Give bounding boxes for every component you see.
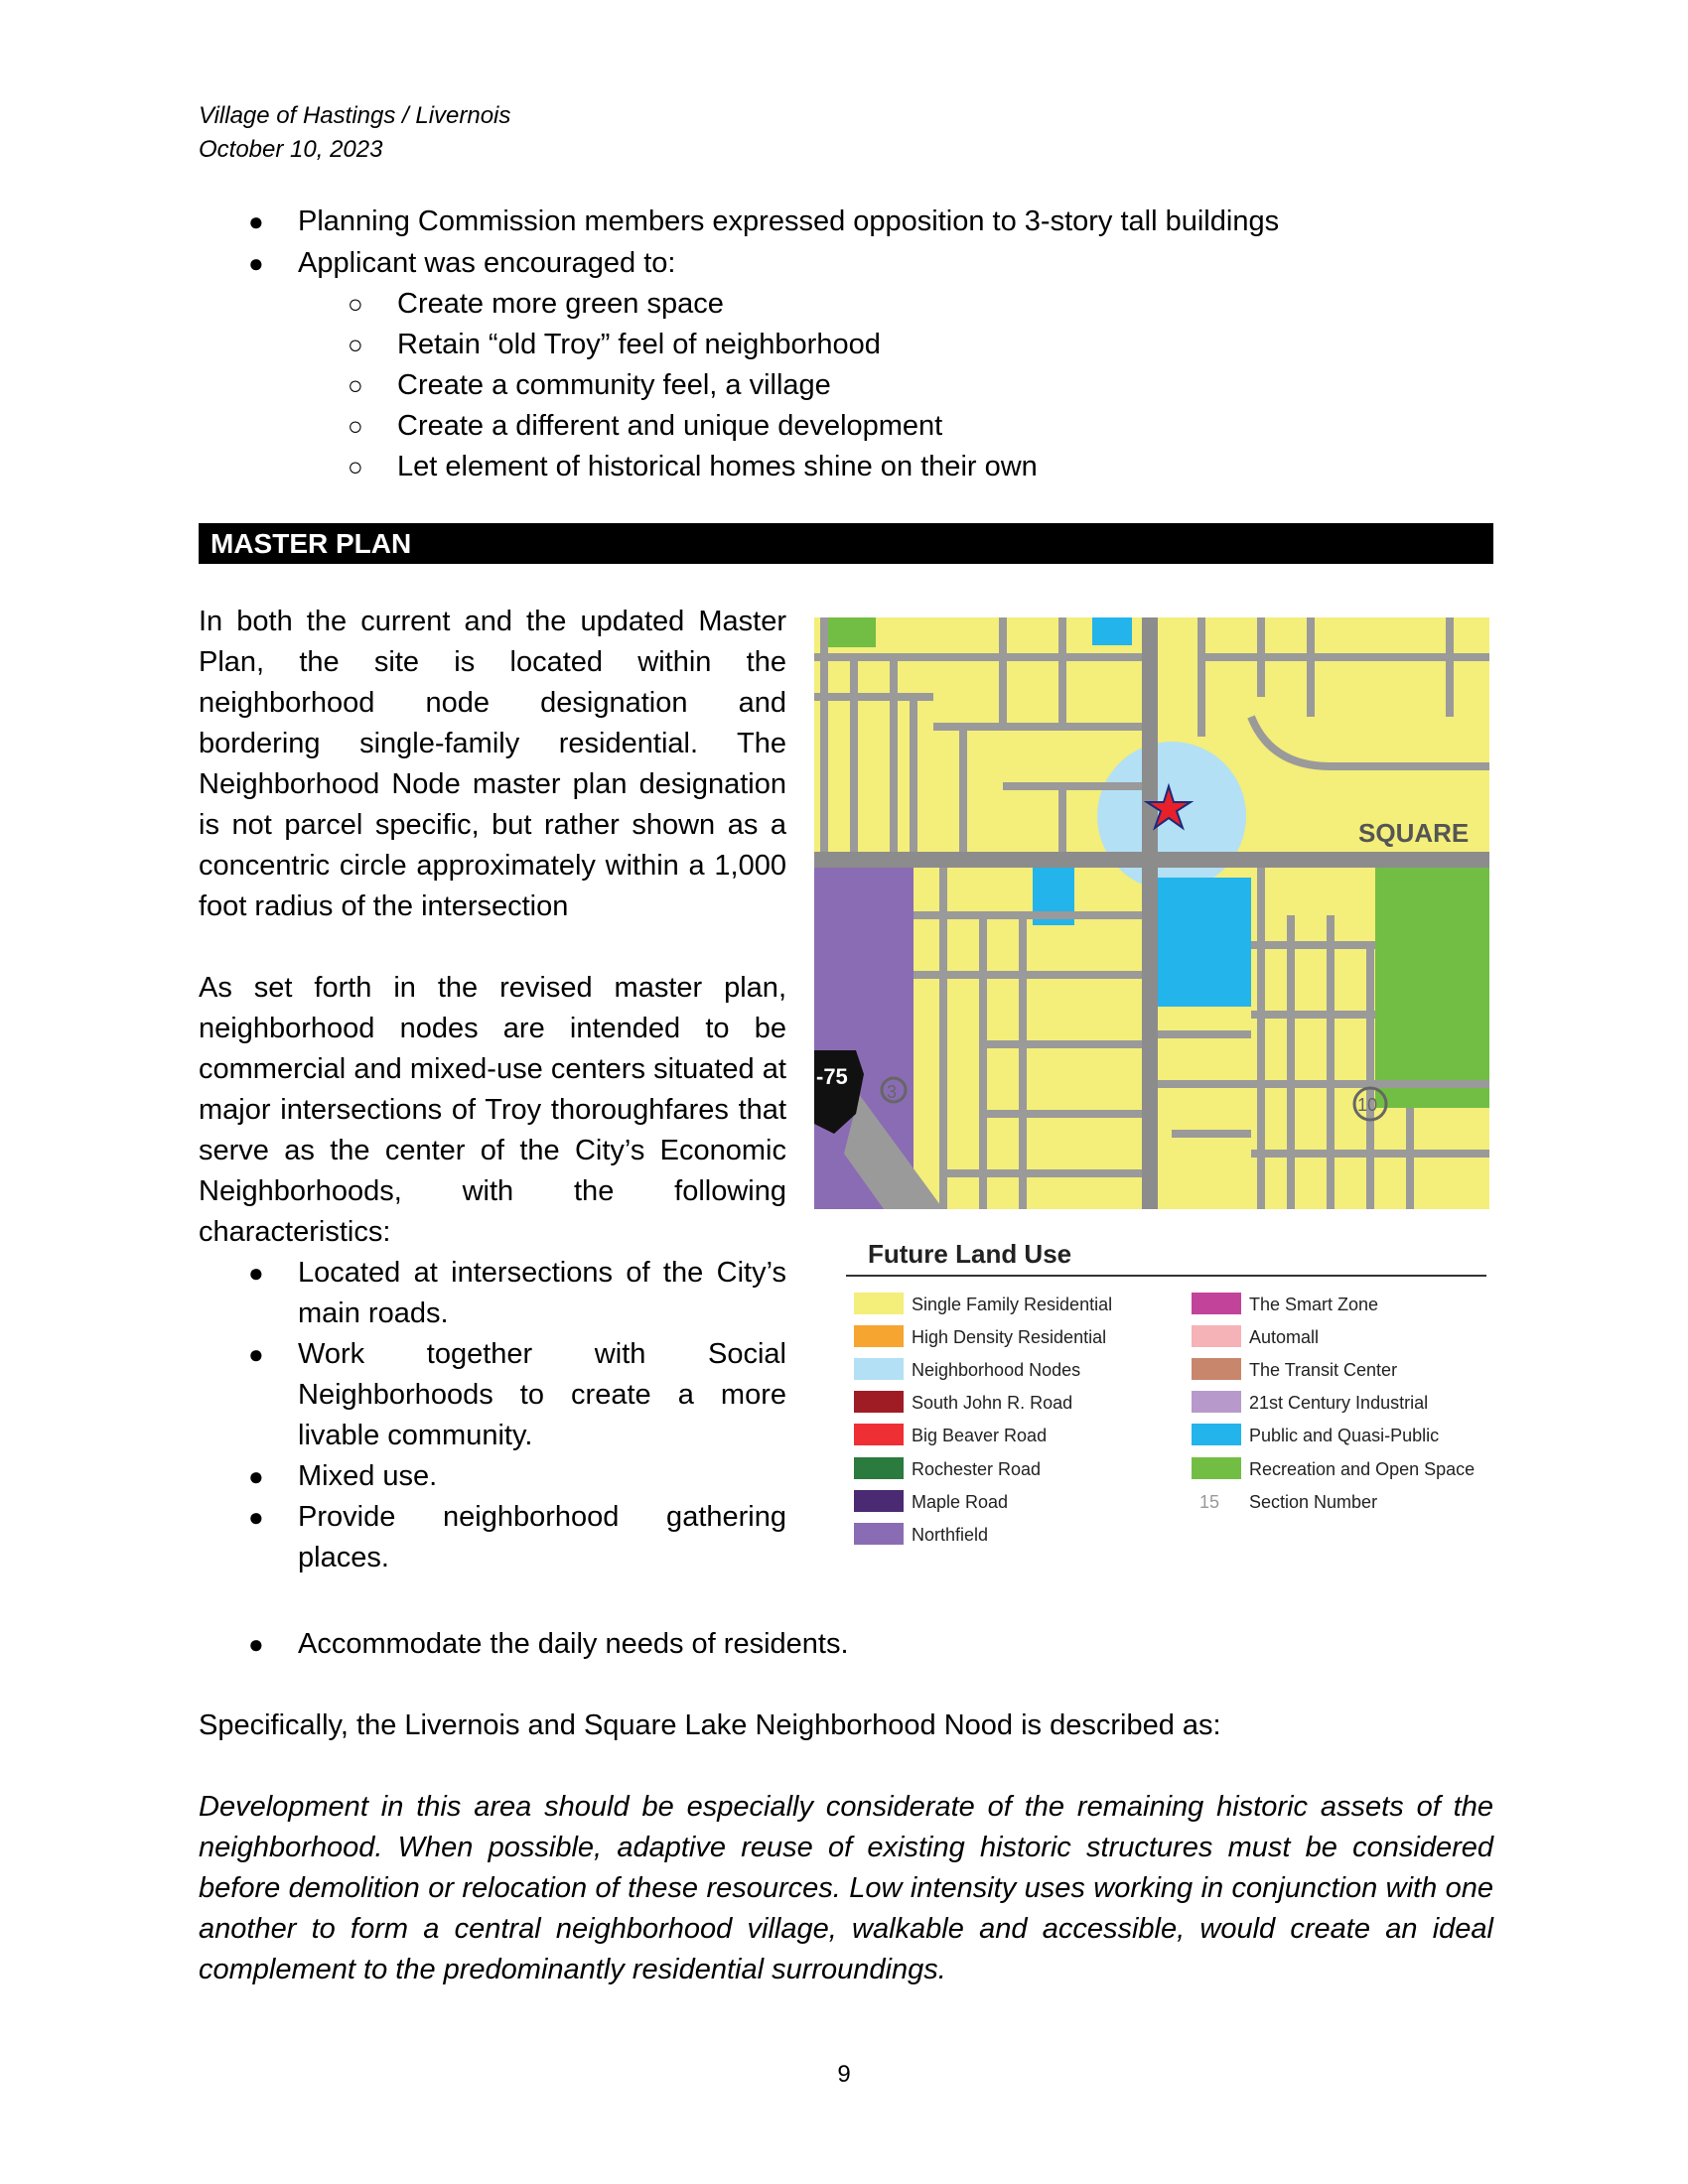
- sub-list-item: ○ Create more green space: [199, 284, 1489, 325]
- header-date: October 10, 2023: [199, 136, 383, 163]
- sub-list-item: ○ Let element of historical homes shine on their own: [199, 447, 1489, 487]
- map-legend: Future Land Use Single Family Residential High Density Residential Neighborhood Nodes South John R. Road Big Beaver Road Rochester Road Maple Road Northfield The Smart Zone Automall The Transit Center 21st Century Industrial Public and Quasi-Public Recreation and Open Space 15 Section Number: [846, 1239, 1486, 1557]
- circle-bullet-icon: ○: [348, 370, 363, 400]
- paragraph: As set forth in the revised master plan, neighborhood nodes are intended to be commercial and mixed-use centers situated at major intersections of Troy thoroughfares that serve as the center of the City’s Economic Neighborhoods, with the following characteristics:: [199, 972, 786, 1248]
- list-item: ● Located at intersections of the City’s main roads.: [199, 1253, 786, 1334]
- page-header: [199, 99, 510, 167]
- bullet-icon: ●: [248, 248, 264, 278]
- bullet-icon: ●: [248, 1339, 264, 1369]
- legend-swatch: [854, 1358, 904, 1380]
- list-item: ● Planning Commission members expressed opposition to 3-story tall buildings: [199, 201, 1489, 242]
- legend-swatch: [854, 1325, 904, 1347]
- legend-swatch: [1192, 1424, 1241, 1445]
- divider: [846, 1275, 1486, 1277]
- list-item: ● Work together with Social Neighborhoods to create a more livable community.: [199, 1334, 786, 1456]
- page-number: 9: [837, 2061, 851, 2088]
- legend-swatch: [854, 1490, 904, 1512]
- legend-swatch: [1192, 1325, 1241, 1347]
- bullet-icon: ●: [248, 1629, 264, 1659]
- header-project: Village of Hastings / Livernois: [199, 102, 511, 129]
- feedback-list: [199, 201, 1489, 487]
- open-space-area: [1375, 860, 1489, 1108]
- legend-swatch: [1192, 1358, 1241, 1380]
- section-number: 10: [1357, 1095, 1378, 1115]
- circle-bullet-icon: ○: [348, 411, 363, 441]
- paragraph: In both the current and the updated Master Plan, the site is located within the neighborhood node designation and bordering single-family residential. The Neighborhood Node master plan designation is not parcel specific, but rather shown as a concentric circle approximately within a 1,000 foot radius of the intersection: [199, 606, 786, 922]
- legend-swatch: [854, 1391, 904, 1413]
- section-heading: MASTER PLAN: [199, 523, 1493, 564]
- road-label: SQUARE: [1358, 818, 1470, 848]
- list-item: ● Applicant was encouraged to:: [199, 242, 1489, 284]
- public-area: [1157, 878, 1251, 1007]
- list-item: ● Mixed use.: [199, 1456, 786, 1497]
- sub-list-item: ○ Create a community feel, a village: [199, 365, 1489, 406]
- bullet-icon: ●: [248, 206, 264, 236]
- sub-list-item: ○ Retain “old Troy” feel of neighborhood: [199, 325, 1489, 365]
- sub-list-item: ○ Create a different and unique development: [199, 406, 1489, 447]
- legend-swatch: [854, 1293, 904, 1314]
- highway-label: -75: [816, 1064, 848, 1089]
- legend-swatch: [854, 1424, 904, 1445]
- livernois-road: [1142, 617, 1158, 1209]
- legend-swatch: [854, 1457, 904, 1479]
- section-number-icon: 15: [1199, 1492, 1220, 1512]
- future-land-use-map: [814, 617, 1489, 1209]
- circle-bullet-icon: ○: [348, 289, 363, 319]
- bullet-icon: ●: [248, 1258, 264, 1288]
- quote-paragraph: Development in this area should be especially considerate of the remaining historic assets of the neighborhood. When possible, adaptive reuse of existing historic structures must be considered before demolition or relocation of these resources. Low intensity uses working in conjunction with one another to form a central neighborhood village, walkable and accessible, would create an ideal complement to the predominantly residential surroundings.: [199, 1791, 1493, 1985]
- legend-swatch: [1192, 1293, 1241, 1314]
- section-number: 3: [887, 1082, 898, 1102]
- legend-swatch: [854, 1523, 904, 1545]
- open-space-area: [826, 617, 876, 647]
- circle-bullet-icon: ○: [348, 330, 363, 359]
- list-item: ● Provide neighborhood gathering places.: [199, 1497, 786, 1578]
- bullet-icon: ●: [248, 1502, 264, 1532]
- circle-bullet-icon: ○: [348, 452, 363, 481]
- master-plan-text: [199, 602, 786, 1578]
- paragraph: Specifically, the Livernois and Square Lake Neighborhood Nood is described as:: [199, 1709, 1221, 1741]
- legend-swatch: [1192, 1391, 1241, 1413]
- bullet-icon: ●: [248, 1461, 264, 1491]
- public-area: [1092, 617, 1132, 645]
- legend-title: Future Land Use: [868, 1239, 1072, 1269]
- legend-swatch: [1192, 1457, 1241, 1479]
